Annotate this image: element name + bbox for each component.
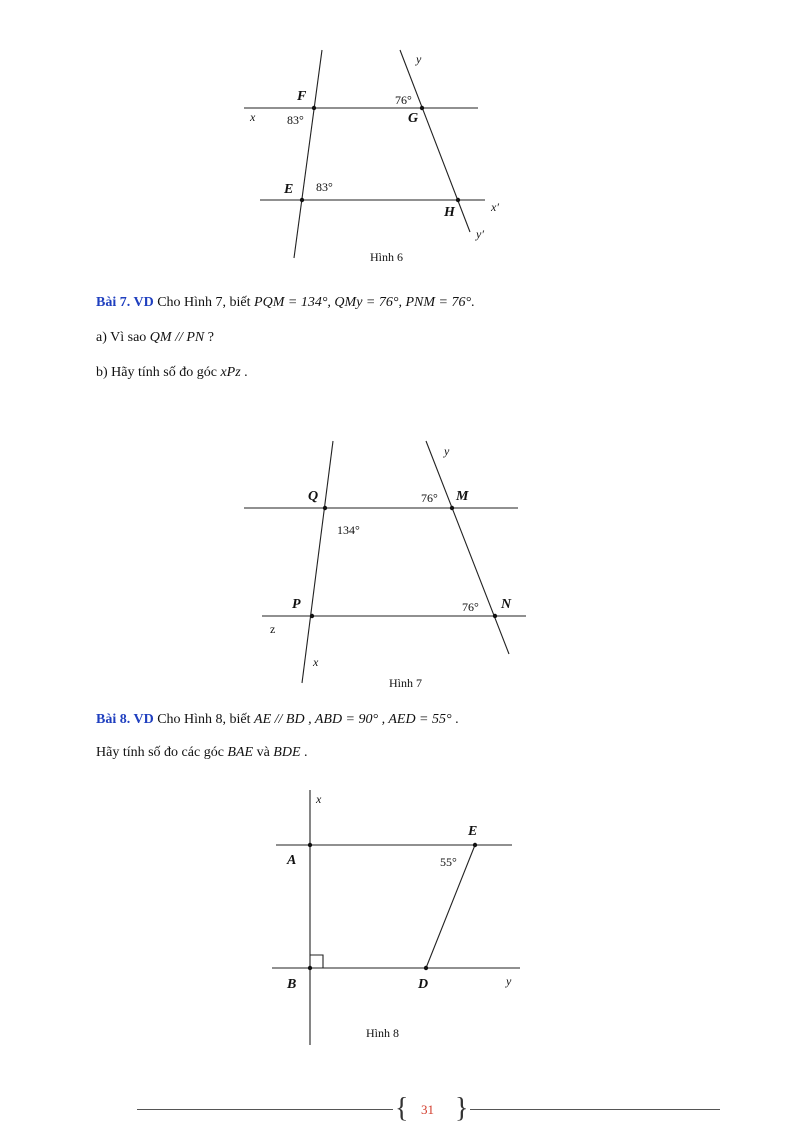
point-h — [456, 198, 460, 202]
label-q: Q — [308, 489, 319, 504]
angle-f: 83° — [287, 113, 304, 127]
bai8-given: AE // BD , ABD = 90° , AED = 55° — [254, 712, 452, 727]
point-e — [473, 843, 477, 847]
point-f — [312, 106, 316, 110]
label-n: N — [501, 597, 512, 612]
bai7-part-a-math: QM // PN — [149, 330, 205, 345]
label-e: E — [284, 182, 294, 197]
bai8-prefix: Hãy tính số đo các góc — [96, 745, 228, 760]
label-b: B — [287, 977, 297, 992]
angle-e: 55° — [440, 855, 457, 869]
angle-e: 83° — [316, 180, 333, 194]
transversal-qp — [302, 441, 333, 683]
page-footer — [0, 1095, 800, 1125]
label-y: y — [416, 52, 422, 66]
page-number: 31 — [421, 1102, 434, 1117]
footer-rule-right — [470, 1109, 720, 1110]
figure-7-drawing — [0, 430, 800, 695]
angle-q: 134° — [337, 523, 360, 537]
footer-brace-right: } — [455, 1093, 469, 1124]
bai7-statement — [96, 294, 475, 312]
bai7-end: . — [471, 295, 475, 310]
label-y: y — [506, 974, 512, 988]
figure-6-caption: Hình 6 — [370, 250, 403, 264]
label-h: H — [444, 205, 455, 220]
bai8-math-bde: BDE — [273, 745, 301, 760]
transversal-mn — [426, 441, 509, 654]
bai8-end2: . — [300, 745, 308, 760]
transversal-gh — [400, 50, 470, 232]
point-m — [450, 506, 454, 510]
label-a: A — [287, 853, 297, 868]
bai7-tag: Bài 7. VD — [96, 295, 154, 310]
bai8-end: . — [451, 712, 459, 727]
point-g — [420, 106, 424, 110]
bai7-part-b — [96, 364, 248, 382]
footer-rule-left — [137, 1109, 393, 1110]
bai7-part-a-end: ? — [204, 330, 214, 345]
label-m: M — [456, 489, 469, 504]
figure-8 — [0, 780, 800, 1050]
bai7-part-b-end: . — [240, 365, 248, 380]
bai7-part-a — [96, 329, 214, 347]
label-y-prime: y′ — [476, 227, 484, 241]
angle-n: 76° — [462, 600, 479, 614]
figure-8-caption: Hình 8 — [366, 1026, 399, 1040]
figure-6 — [0, 40, 800, 270]
label-y: y — [444, 444, 450, 458]
bai8-question — [96, 744, 308, 762]
bai7-part-b-prefix: b) Hãy tính số đo góc — [96, 365, 221, 380]
point-n — [493, 614, 497, 618]
bai8-mid: và — [253, 745, 274, 760]
label-g: G — [408, 111, 419, 126]
label-x: x — [316, 792, 322, 806]
label-x: x — [313, 655, 319, 669]
label-x-prime: x′ — [491, 200, 499, 214]
figure-7 — [0, 430, 800, 695]
bai8-math-bae: BAE — [227, 745, 254, 760]
bai7-intro: Cho Hình 7, biết — [153, 295, 255, 310]
right-angle-mark-b — [310, 955, 323, 968]
label-p: P — [292, 597, 301, 612]
point-q — [323, 506, 327, 510]
label-z: z — [270, 622, 276, 636]
bai7-given: PQM = 134°, QMy = 76°, PNM = 76° — [254, 295, 472, 310]
point-e — [300, 198, 304, 202]
label-d: D — [418, 977, 429, 992]
bai8-intro: Cho Hình 8, biết — [153, 712, 255, 727]
figure-6-drawing — [0, 40, 800, 270]
point-p — [310, 614, 314, 618]
bai8-tag: Bài 8. VD — [96, 712, 154, 727]
angle-m: 76° — [421, 491, 438, 505]
bai7-part-b-math: xPz — [220, 365, 241, 380]
figure-7-caption: Hình 7 — [389, 676, 422, 690]
point-a — [308, 843, 312, 847]
footer-brace-left: { — [395, 1093, 409, 1124]
point-b — [308, 966, 312, 970]
transversal-fe — [294, 50, 322, 258]
label-f: F — [297, 89, 307, 104]
bai8-statement — [96, 711, 459, 729]
figure-8-drawing — [0, 780, 800, 1050]
bai7-part-a-prefix: a) Vì sao — [96, 330, 150, 345]
angle-g: 76° — [395, 93, 412, 107]
point-d — [424, 966, 428, 970]
label-x: x — [250, 110, 256, 124]
label-e: E — [468, 824, 478, 839]
